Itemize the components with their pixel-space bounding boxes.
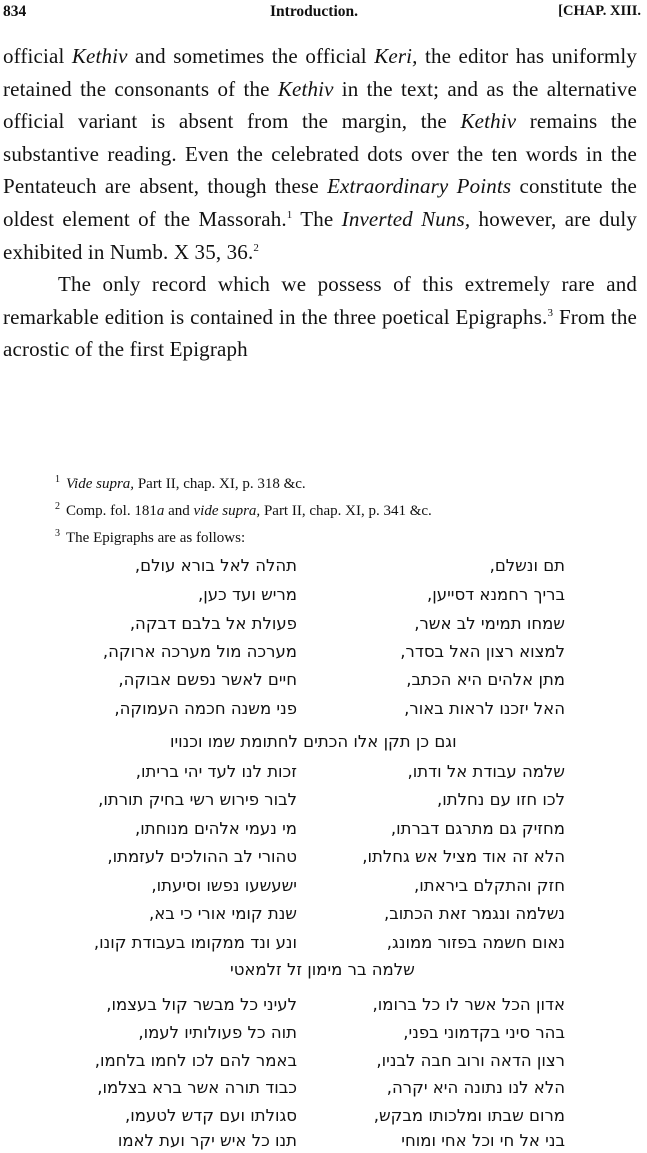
footnote-text: Part II, chap. XI, p. 341 &c. bbox=[260, 503, 432, 519]
footnote-italic: vide supra, bbox=[193, 503, 261, 519]
epigraph-line: לכו חזו עם נחלתו, bbox=[437, 790, 565, 809]
epigraph-line: חזק והתקלם ביראתו, bbox=[414, 876, 565, 895]
footnote-number: 3 bbox=[55, 528, 60, 539]
epigraph-line: כבוד תורה אשר ברא בצלמו, bbox=[97, 1078, 297, 1097]
page-number: 834 bbox=[3, 3, 27, 20]
text-run: remains the substantive reading. Even the celebrated dots over the ten words in the Pentateuch are absent, though these bbox=[3, 109, 637, 199]
italic-term: Inverted Nuns, bbox=[341, 206, 471, 231]
paragraph-2 bbox=[3, 268, 637, 366]
epigraph-line: נאום חשמה בפזור ממונג, bbox=[386, 933, 565, 952]
text-run: constitute the oldest element of the Massorah. bbox=[3, 174, 637, 231]
footnote-ref[interactable]: 2 bbox=[253, 241, 260, 254]
italic-term: Keri, bbox=[374, 44, 418, 68]
italic-term: Kethiv bbox=[460, 109, 517, 134]
footnote-italic: a bbox=[156, 503, 165, 519]
epigraph-line: מתן אלהים היא הכתב, bbox=[406, 670, 565, 689]
paragraph-1 bbox=[3, 40, 637, 268]
epigraph-line: מריש ועד כען, bbox=[197, 585, 297, 604]
epigraph-line: תנו כל איש יקר ועת לאמו bbox=[117, 1131, 297, 1150]
epigraph-line: אדון הכל אשר לו כל ברומו, bbox=[372, 995, 565, 1014]
footnote-text: The Epigraphs are as follows: bbox=[66, 530, 246, 546]
epigraph-line: בהר סיני בקדמוני בפני, bbox=[403, 1023, 565, 1042]
epigraph-line: תהלה לאל בורא עולם, bbox=[134, 556, 297, 575]
footnote-number: 2 bbox=[55, 501, 60, 512]
epigraph-line: מחזיק גם מתרגם דברתו, bbox=[390, 819, 565, 838]
epigraph-line: הלא לנו נתונה היא יקרה, bbox=[386, 1078, 565, 1097]
epigraph-line: שמחו תמימי לב אשר, bbox=[414, 614, 565, 633]
epigraph-line: לעיני כל מבשר קול בעצמו, bbox=[106, 995, 297, 1014]
epigraph-line: באמר להם לכו לחמו בלחמו, bbox=[94, 1051, 297, 1070]
footnote-number: 1 bbox=[55, 474, 60, 485]
epigraph-line: תוה כל פעולותיו לעמו, bbox=[138, 1023, 297, 1042]
epigraph-line: טהורי לב ההולכים לעזמתו, bbox=[107, 847, 297, 866]
epigraph-line: תם ונשלם, bbox=[489, 556, 565, 575]
italic-term: Extraordinary Points bbox=[327, 174, 512, 199]
epigraph-heading: שלמה בר מימון זל זלמאטי bbox=[230, 960, 415, 979]
text-run: official bbox=[3, 44, 72, 68]
footnote-3 bbox=[55, 524, 615, 548]
italic-term: Kethiv bbox=[71, 44, 128, 68]
chapter-label: [CHAP. XIII. bbox=[558, 3, 641, 19]
main-text bbox=[3, 40, 637, 366]
text-run: the editor has uniformly retained the consonants of the bbox=[3, 44, 637, 101]
italic-term: Kethiv bbox=[277, 76, 334, 101]
epigraph-heading: וגם כן תקן אלו הכתים לחתומת שמו וכנויו bbox=[170, 732, 457, 751]
epigraph-line: ונע ונד ממקומו בעבודת קונו, bbox=[93, 933, 297, 952]
epigraph-line: חיים לאשר נפשם אבוקה, bbox=[118, 670, 297, 689]
epigraph-line: שנת קומי אורי כי בא, bbox=[149, 904, 297, 923]
epigraph-line: האל יזכנו לראות באור, bbox=[404, 699, 565, 718]
epigraph-line: ישעשעו נפשו וסיעתו, bbox=[151, 876, 297, 895]
epigraph-line: מרום שבתו ומלכותו מבקש, bbox=[373, 1106, 565, 1125]
text-run: The only record which we possess of this extremely rare and remarkable edition is contained in the three poetical Epigraphs. bbox=[3, 272, 637, 329]
footnote-text: Comp. fol. 181 bbox=[66, 503, 157, 519]
footnote-text: Part II, chap. XI, p. 318 &c. bbox=[134, 476, 306, 492]
footnote-italic: Vide supra, bbox=[66, 476, 135, 492]
epigraph-line: סגולתו ועם קדש לטעמו, bbox=[125, 1106, 297, 1125]
epigraph-line: רצון הדאה ורוב חבה לבניו, bbox=[376, 1051, 565, 1070]
epigraph-line: בריך רחמנא דסייען, bbox=[427, 585, 565, 604]
text-run: in the text; and as the alternative official variant is absent from the margin, the bbox=[3, 76, 637, 134]
epigraph-line: שלמה עבודת אל ודתו, bbox=[407, 762, 565, 781]
footnote-2 bbox=[55, 497, 615, 521]
epigraph-line: זכות לנו לעד יהי בריתו, bbox=[135, 762, 297, 781]
text-run: The bbox=[292, 206, 342, 231]
epigraph-line: פני משנה חכמה העמוקה, bbox=[114, 699, 297, 718]
epigraph-line: נשלמה ונגמר זאת הכתוב, bbox=[383, 904, 565, 923]
epigraph-line: הלא זה אוד מציל אש גחלתו, bbox=[362, 847, 565, 866]
epigraph-line: לבור פירוש רשי בחיק תורתו, bbox=[98, 790, 297, 809]
text-run: however, are duly exhibited in Numb. X 35, 36. bbox=[3, 206, 637, 264]
text-run: and sometimes the official bbox=[127, 44, 375, 68]
footnote-ref[interactable]: 1 bbox=[286, 208, 293, 221]
page-header bbox=[0, 0, 647, 28]
epigraph-line: מערכה מול מערכה ארוקה, bbox=[102, 642, 297, 661]
epigraph-line: מי נעמי אלהים מנוחתו, bbox=[135, 819, 297, 838]
running-title: Introduction. bbox=[270, 3, 358, 20]
epigraph-line: למצוא רצון האל בסדר, bbox=[400, 642, 565, 661]
epigraph-line: בני אל חי וכל אחי ומוחי bbox=[401, 1131, 565, 1150]
text-run: From the acrostic of the first Epigraph bbox=[3, 304, 638, 362]
epigraph-line: פעולת אל בלבם דבקה, bbox=[129, 614, 297, 633]
footnote-1 bbox=[55, 470, 615, 494]
footnote-text: and bbox=[164, 503, 194, 519]
footnote-ref[interactable]: 3 bbox=[547, 306, 554, 319]
